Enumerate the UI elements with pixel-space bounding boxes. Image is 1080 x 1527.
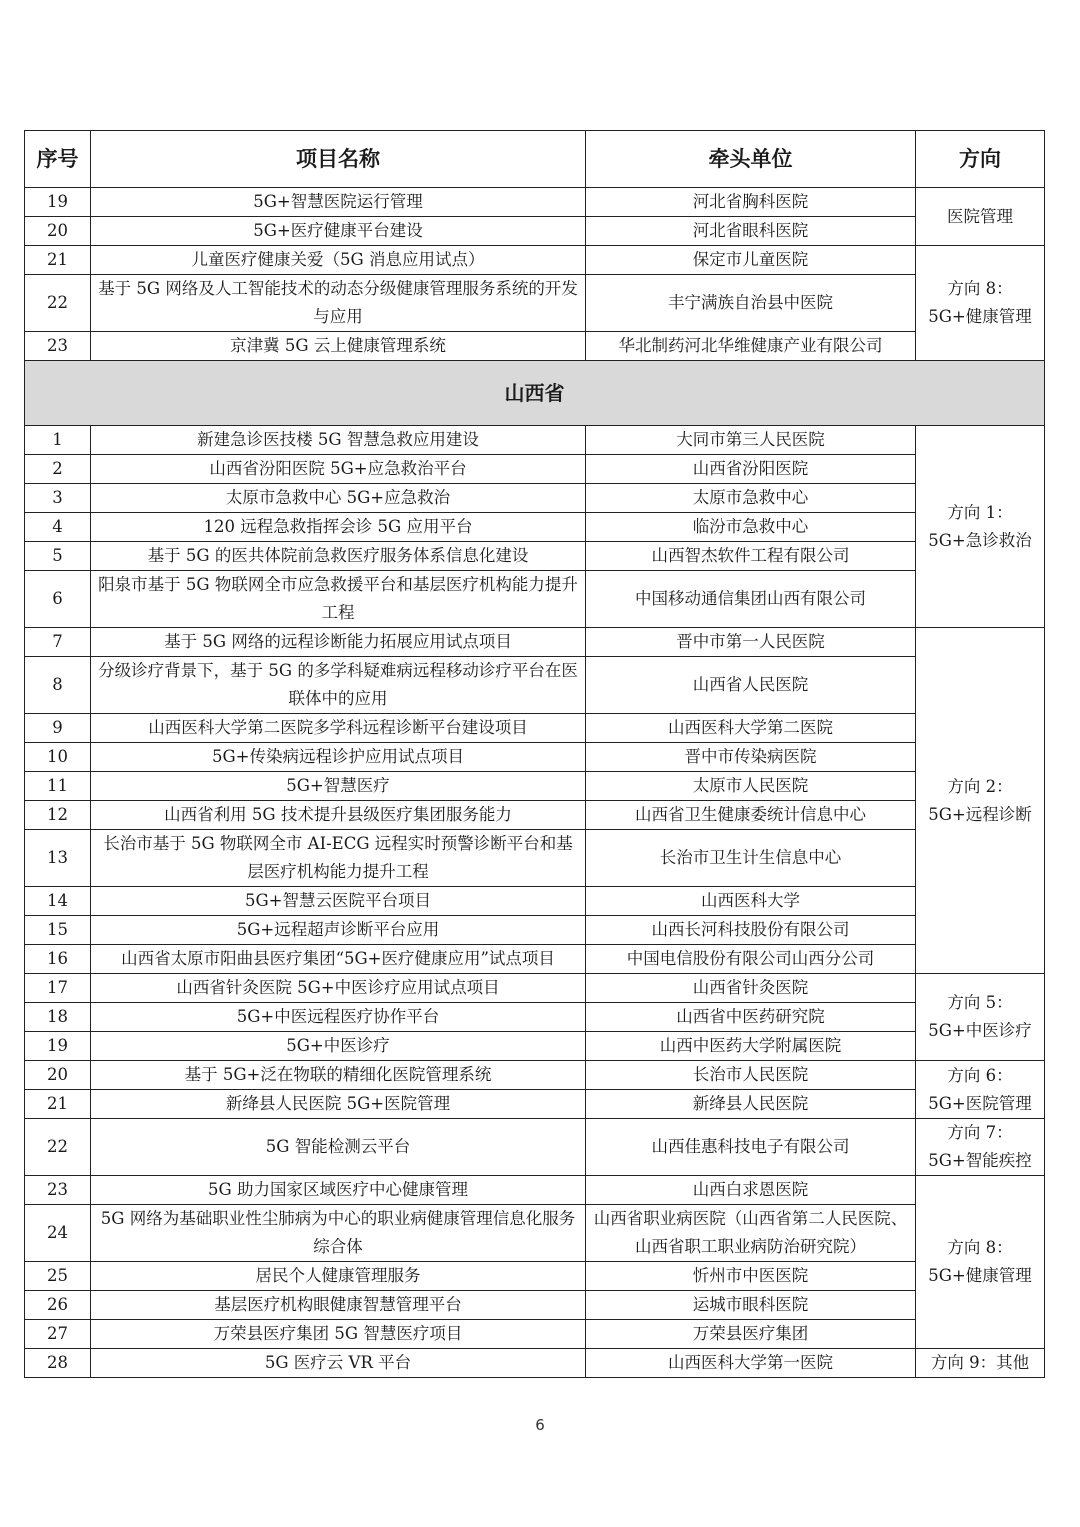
table-row [25, 974, 1045, 1003]
project-name: 京津冀 5G 云上健康管理系统 [91, 332, 586, 361]
project-name: 山西省汾阳医院 5G+应急救治平台 [91, 455, 586, 484]
lead-unit: 长治市卫生计生信息中心 [586, 830, 916, 887]
row-number: 22 [25, 1119, 91, 1176]
lead-unit: 山西省卫生健康委统计信息中心 [586, 801, 916, 830]
row-number: 5 [25, 542, 91, 571]
table-row [25, 1003, 1045, 1032]
table-row [25, 332, 1045, 361]
row-number: 16 [25, 945, 91, 974]
direction-cell: 方向 7：5G+智能疾控 [916, 1119, 1045, 1176]
project-name: 基于 5G 的医共体院前急救医疗服务体系信息化建设 [91, 542, 586, 571]
table-row [25, 916, 1045, 945]
row-number: 23 [25, 332, 91, 361]
project-name: 5G 网络为基础职业性尘肺病为中心的职业病健康管理信息化服务综合体 [91, 1205, 586, 1262]
row-number: 24 [25, 1205, 91, 1262]
lead-unit: 丰宁满族自治县中医院 [586, 275, 916, 332]
direction-cell: 方向 8：5G+健康管理 [916, 1176, 1045, 1349]
lead-unit: 临汾市急救中心 [586, 513, 916, 542]
row-number: 18 [25, 1003, 91, 1032]
lead-unit: 晋中市传染病医院 [586, 743, 916, 772]
direction-cell: 医院管理 [916, 188, 1045, 246]
row-number: 19 [25, 188, 91, 217]
page-number: 6 [535, 1416, 545, 1434]
lead-unit: 山西白求恩医院 [586, 1176, 916, 1205]
direction-cell: 方向 8：5G+健康管理 [916, 246, 1045, 361]
lead-unit: 忻州市中医医院 [586, 1262, 916, 1291]
table-row [25, 1291, 1045, 1320]
project-name: 5G+中医诊疗 [91, 1032, 586, 1061]
header-direction: 方向 [916, 131, 1045, 188]
project-name: 山西医科大学第二医院多学科远程诊断平台建设项目 [91, 714, 586, 743]
row-number: 20 [25, 1061, 91, 1090]
direction-cell: 方向 5：5G+中医诊疗 [916, 974, 1045, 1061]
table-row [25, 217, 1045, 246]
project-name: 万荣县医疗集团 5G 智慧医疗项目 [91, 1320, 586, 1349]
row-number: 3 [25, 484, 91, 513]
direction-cell: 方向 2：5G+远程诊断 [916, 628, 1045, 974]
province-section-row [25, 361, 1045, 426]
table-row [25, 1176, 1045, 1205]
table-row [25, 188, 1045, 217]
project-name: 新建急诊医技楼 5G 智慧急救应用建设 [91, 426, 586, 455]
table-row [25, 275, 1045, 332]
table-row [25, 772, 1045, 801]
lead-unit: 华北制药河北华维健康产业有限公司 [586, 332, 916, 361]
project-name: 分级诊疗背景下，基于 5G 的多学科疑难病远程移动诊疗平台在医联体中的应用 [91, 657, 586, 714]
table-row [25, 426, 1045, 455]
row-number: 22 [25, 275, 91, 332]
table-row [25, 743, 1045, 772]
row-number: 4 [25, 513, 91, 542]
direction-cell: 方向 9：其他 [916, 1349, 1045, 1378]
lead-unit: 大同市第三人民医院 [586, 426, 916, 455]
row-number: 10 [25, 743, 91, 772]
lead-unit: 太原市人民医院 [586, 772, 916, 801]
lead-unit: 山西中医药大学附属医院 [586, 1032, 916, 1061]
table-row [25, 1205, 1045, 1262]
project-name: 阳泉市基于 5G 物联网全市应急救援平台和基层医疗机构能力提升工程 [91, 571, 586, 628]
project-name: 山西省针灸医院 5G+中医诊疗应用试点项目 [91, 974, 586, 1003]
project-name: 5G 医疗云 VR 平台 [91, 1349, 586, 1378]
lead-unit: 新绛县人民医院 [586, 1090, 916, 1119]
lead-unit: 万荣县医疗集团 [586, 1320, 916, 1349]
row-number: 15 [25, 916, 91, 945]
row-number: 8 [25, 657, 91, 714]
row-number: 27 [25, 1320, 91, 1349]
lead-unit: 山西省中医药研究院 [586, 1003, 916, 1032]
row-number: 26 [25, 1291, 91, 1320]
project-name: 新绛县人民医院 5G+医院管理 [91, 1090, 586, 1119]
table-row [25, 1090, 1045, 1119]
row-number: 11 [25, 772, 91, 801]
lead-unit: 山西省针灸医院 [586, 974, 916, 1003]
table-row [25, 945, 1045, 974]
row-number: 20 [25, 217, 91, 246]
project-name: 5G+中医远程医疗协作平台 [91, 1003, 586, 1032]
project-name: 基于 5G 网络的远程诊断能力拓展应用试点项目 [91, 628, 586, 657]
row-number: 17 [25, 974, 91, 1003]
lead-unit: 山西长河科技股份有限公司 [586, 916, 916, 945]
table-row [25, 1032, 1045, 1061]
row-number: 19 [25, 1032, 91, 1061]
row-number: 14 [25, 887, 91, 916]
row-number: 21 [25, 246, 91, 275]
header-project-name: 项目名称 [91, 131, 586, 188]
row-number: 12 [25, 801, 91, 830]
project-name: 5G+传染病远程诊护应用试点项目 [91, 743, 586, 772]
row-number: 2 [25, 455, 91, 484]
project-name: 基于 5G+泛在物联的精细化医院管理系统 [91, 1061, 586, 1090]
row-number: 6 [25, 571, 91, 628]
table-row [25, 571, 1045, 628]
table-header-row [25, 131, 1045, 188]
lead-unit: 长治市人民医院 [586, 1061, 916, 1090]
project-name: 5G 智能检测云平台 [91, 1119, 586, 1176]
project-name: 5G+远程超声诊断平台应用 [91, 916, 586, 945]
lead-unit: 山西智杰软件工程有限公司 [586, 542, 916, 571]
lead-unit: 运城市眼科医院 [586, 1291, 916, 1320]
table-row [25, 657, 1045, 714]
row-number: 25 [25, 1262, 91, 1291]
project-name: 5G+智慧医疗 [91, 772, 586, 801]
table-row [25, 1061, 1045, 1090]
row-number: 9 [25, 714, 91, 743]
project-table [24, 130, 1045, 1378]
header-lead-unit: 牵头单位 [586, 131, 916, 188]
lead-unit: 河北省眼科医院 [586, 217, 916, 246]
lead-unit: 太原市急救中心 [586, 484, 916, 513]
table-row [25, 513, 1045, 542]
lead-unit: 山西医科大学第二医院 [586, 714, 916, 743]
table-row [25, 830, 1045, 887]
table-row [25, 1262, 1045, 1291]
direction-cell: 方向 6：5G+医院管理 [916, 1061, 1045, 1119]
lead-unit: 山西省汾阳医院 [586, 455, 916, 484]
lead-unit: 山西省人民医院 [586, 657, 916, 714]
project-name: 儿童医疗健康关爱（5G 消息应用试点） [91, 246, 586, 275]
project-name: 5G+医疗健康平台建设 [91, 217, 586, 246]
row-number: 23 [25, 1176, 91, 1205]
project-name: 120 远程急救指挥会诊 5G 应用平台 [91, 513, 586, 542]
row-number: 13 [25, 830, 91, 887]
project-name: 长治市基于 5G 物联网全市 AI-ECG 远程实时预警诊断平台和基层医疗机构能力提升工程 [91, 830, 586, 887]
province-heading: 山西省 [25, 361, 1045, 426]
lead-unit: 山西医科大学 [586, 887, 916, 916]
row-number: 7 [25, 628, 91, 657]
header-no: 序号 [25, 131, 91, 188]
project-name: 基于 5G 网络及人工智能技术的动态分级健康管理服务系统的开发与应用 [91, 275, 586, 332]
table-row [25, 1119, 1045, 1176]
table-row [25, 484, 1045, 513]
table-row [25, 887, 1045, 916]
lead-unit: 中国电信股份有限公司山西分公司 [586, 945, 916, 974]
table-row [25, 1320, 1045, 1349]
project-name: 山西省利用 5G 技术提升县级医疗集团服务能力 [91, 801, 586, 830]
table-row [25, 628, 1045, 657]
project-name: 5G 助力国家区域医疗中心健康管理 [91, 1176, 586, 1205]
table-row [25, 246, 1045, 275]
lead-unit: 保定市儿童医院 [586, 246, 916, 275]
project-name: 山西省太原市阳曲县医疗集团“5G+医疗健康应用”试点项目 [91, 945, 586, 974]
table-row [25, 455, 1045, 484]
lead-unit: 中国移动通信集团山西有限公司 [586, 571, 916, 628]
table-body [25, 188, 1045, 1378]
project-name: 太原市急救中心 5G+应急救治 [91, 484, 586, 513]
table-row [25, 1349, 1045, 1378]
row-number: 28 [25, 1349, 91, 1378]
project-name: 5G+智慧医院运行管理 [91, 188, 586, 217]
project-name: 5G+智慧云医院平台项目 [91, 887, 586, 916]
table-row [25, 542, 1045, 571]
lead-unit: 山西医科大学第一医院 [586, 1349, 916, 1378]
row-number: 1 [25, 426, 91, 455]
project-name: 基层医疗机构眼健康智慧管理平台 [91, 1291, 586, 1320]
lead-unit: 河北省胸科医院 [586, 188, 916, 217]
lead-unit: 晋中市第一人民医院 [586, 628, 916, 657]
direction-cell: 方向 1：5G+急诊救治 [916, 426, 1045, 628]
table-row [25, 801, 1045, 830]
row-number: 21 [25, 1090, 91, 1119]
project-name: 居民个人健康管理服务 [91, 1262, 586, 1291]
lead-unit: 山西省职业病医院（山西省第二人民医院、山西省职工职业病防治研究院） [586, 1205, 916, 1262]
table-row [25, 714, 1045, 743]
lead-unit: 山西佳惠科技电子有限公司 [586, 1119, 916, 1176]
